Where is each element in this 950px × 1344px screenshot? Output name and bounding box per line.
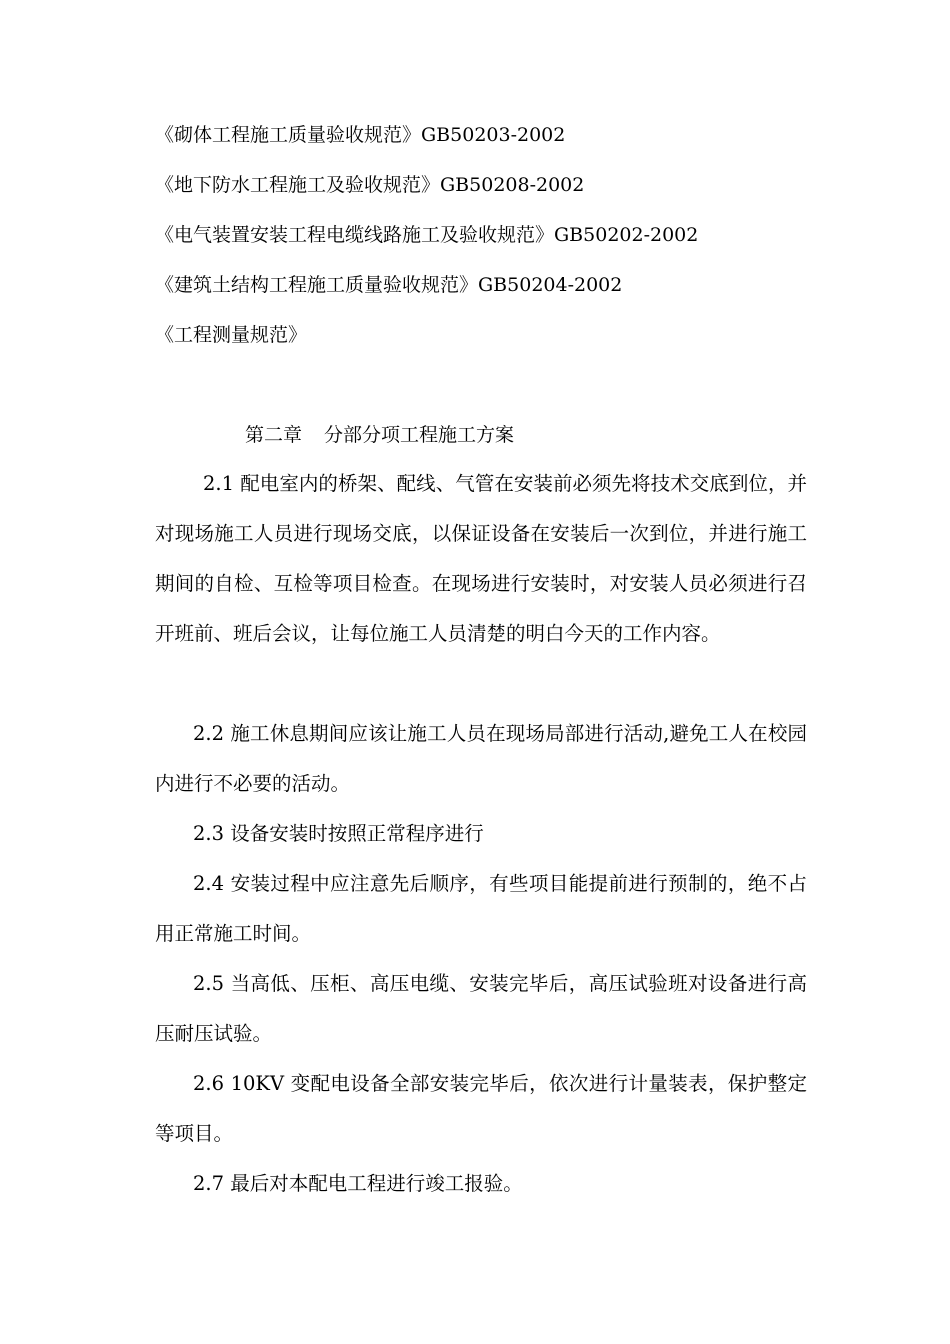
reference-line: 《地下防水工程施工及验收规范》GB50208-2002 [155,174,585,196]
paragraph-2-6 [155,1059,807,1159]
reference-line: 《工程测量规范》 [155,324,308,346]
chapter-number: 第二章 [245,424,303,446]
paragraph-2-3 [155,809,807,859]
paragraph-2-2 [155,709,807,809]
reference-line: 《砌体工程施工质量验收规范》GB50203-2002 [155,124,566,146]
paragraph-2-1 [155,459,807,659]
paragraph-text: 2.5 当高低、压柜、高压电缆、安装完毕后，高压试验班对设备进行高压耐压试验。 [155,972,807,1045]
reference-line: 《建筑土结构工程施工质量验收规范》GB50204-2002 [155,274,623,296]
paragraph-text: 2.3 设备安装时按照正常程序进行 [193,822,484,845]
paragraph-text: 2.2 施工休息期间应该让施工人员在现场局部进行活动,避免工人在校园内进行不必要的活动。 [155,722,807,795]
paragraph-text: 2.1 配电室内的桥架、配线、气管在安装前必须先将技术交底到位，并对现场施工人员进行现场交底，以保证设备在安装后一次到位，并进行施工期间的自检、互检等项目检查。在现场进行安装时，对安装人员必须进行召开班前、班后会议，让每位施工人员清楚的明白今天的工作内容。 [155,472,807,645]
paragraph-text: 2.4 安装过程中应注意先后顺序，有些项目能提前进行预制的，绝不占用正常施工时间。 [155,872,807,945]
chapter-heading [245,423,514,447]
paragraph-text: 2.7 最后对本配电工程进行竣工报验。 [193,1172,523,1195]
chapter-title: 分部分项工程施工方案 [324,424,515,446]
paragraph-2-5 [155,959,807,1059]
reference-line: 《电气装置安装工程电缆线路施工及验收规范》GB50202-2002 [155,224,699,246]
paragraph-2-7 [155,1159,807,1209]
paragraph-text: 2.6 10KV 变配电设备全部安装完毕后，依次进行计量装表，保护整定等项目。 [155,1072,807,1145]
paragraph-2-4 [155,859,807,959]
